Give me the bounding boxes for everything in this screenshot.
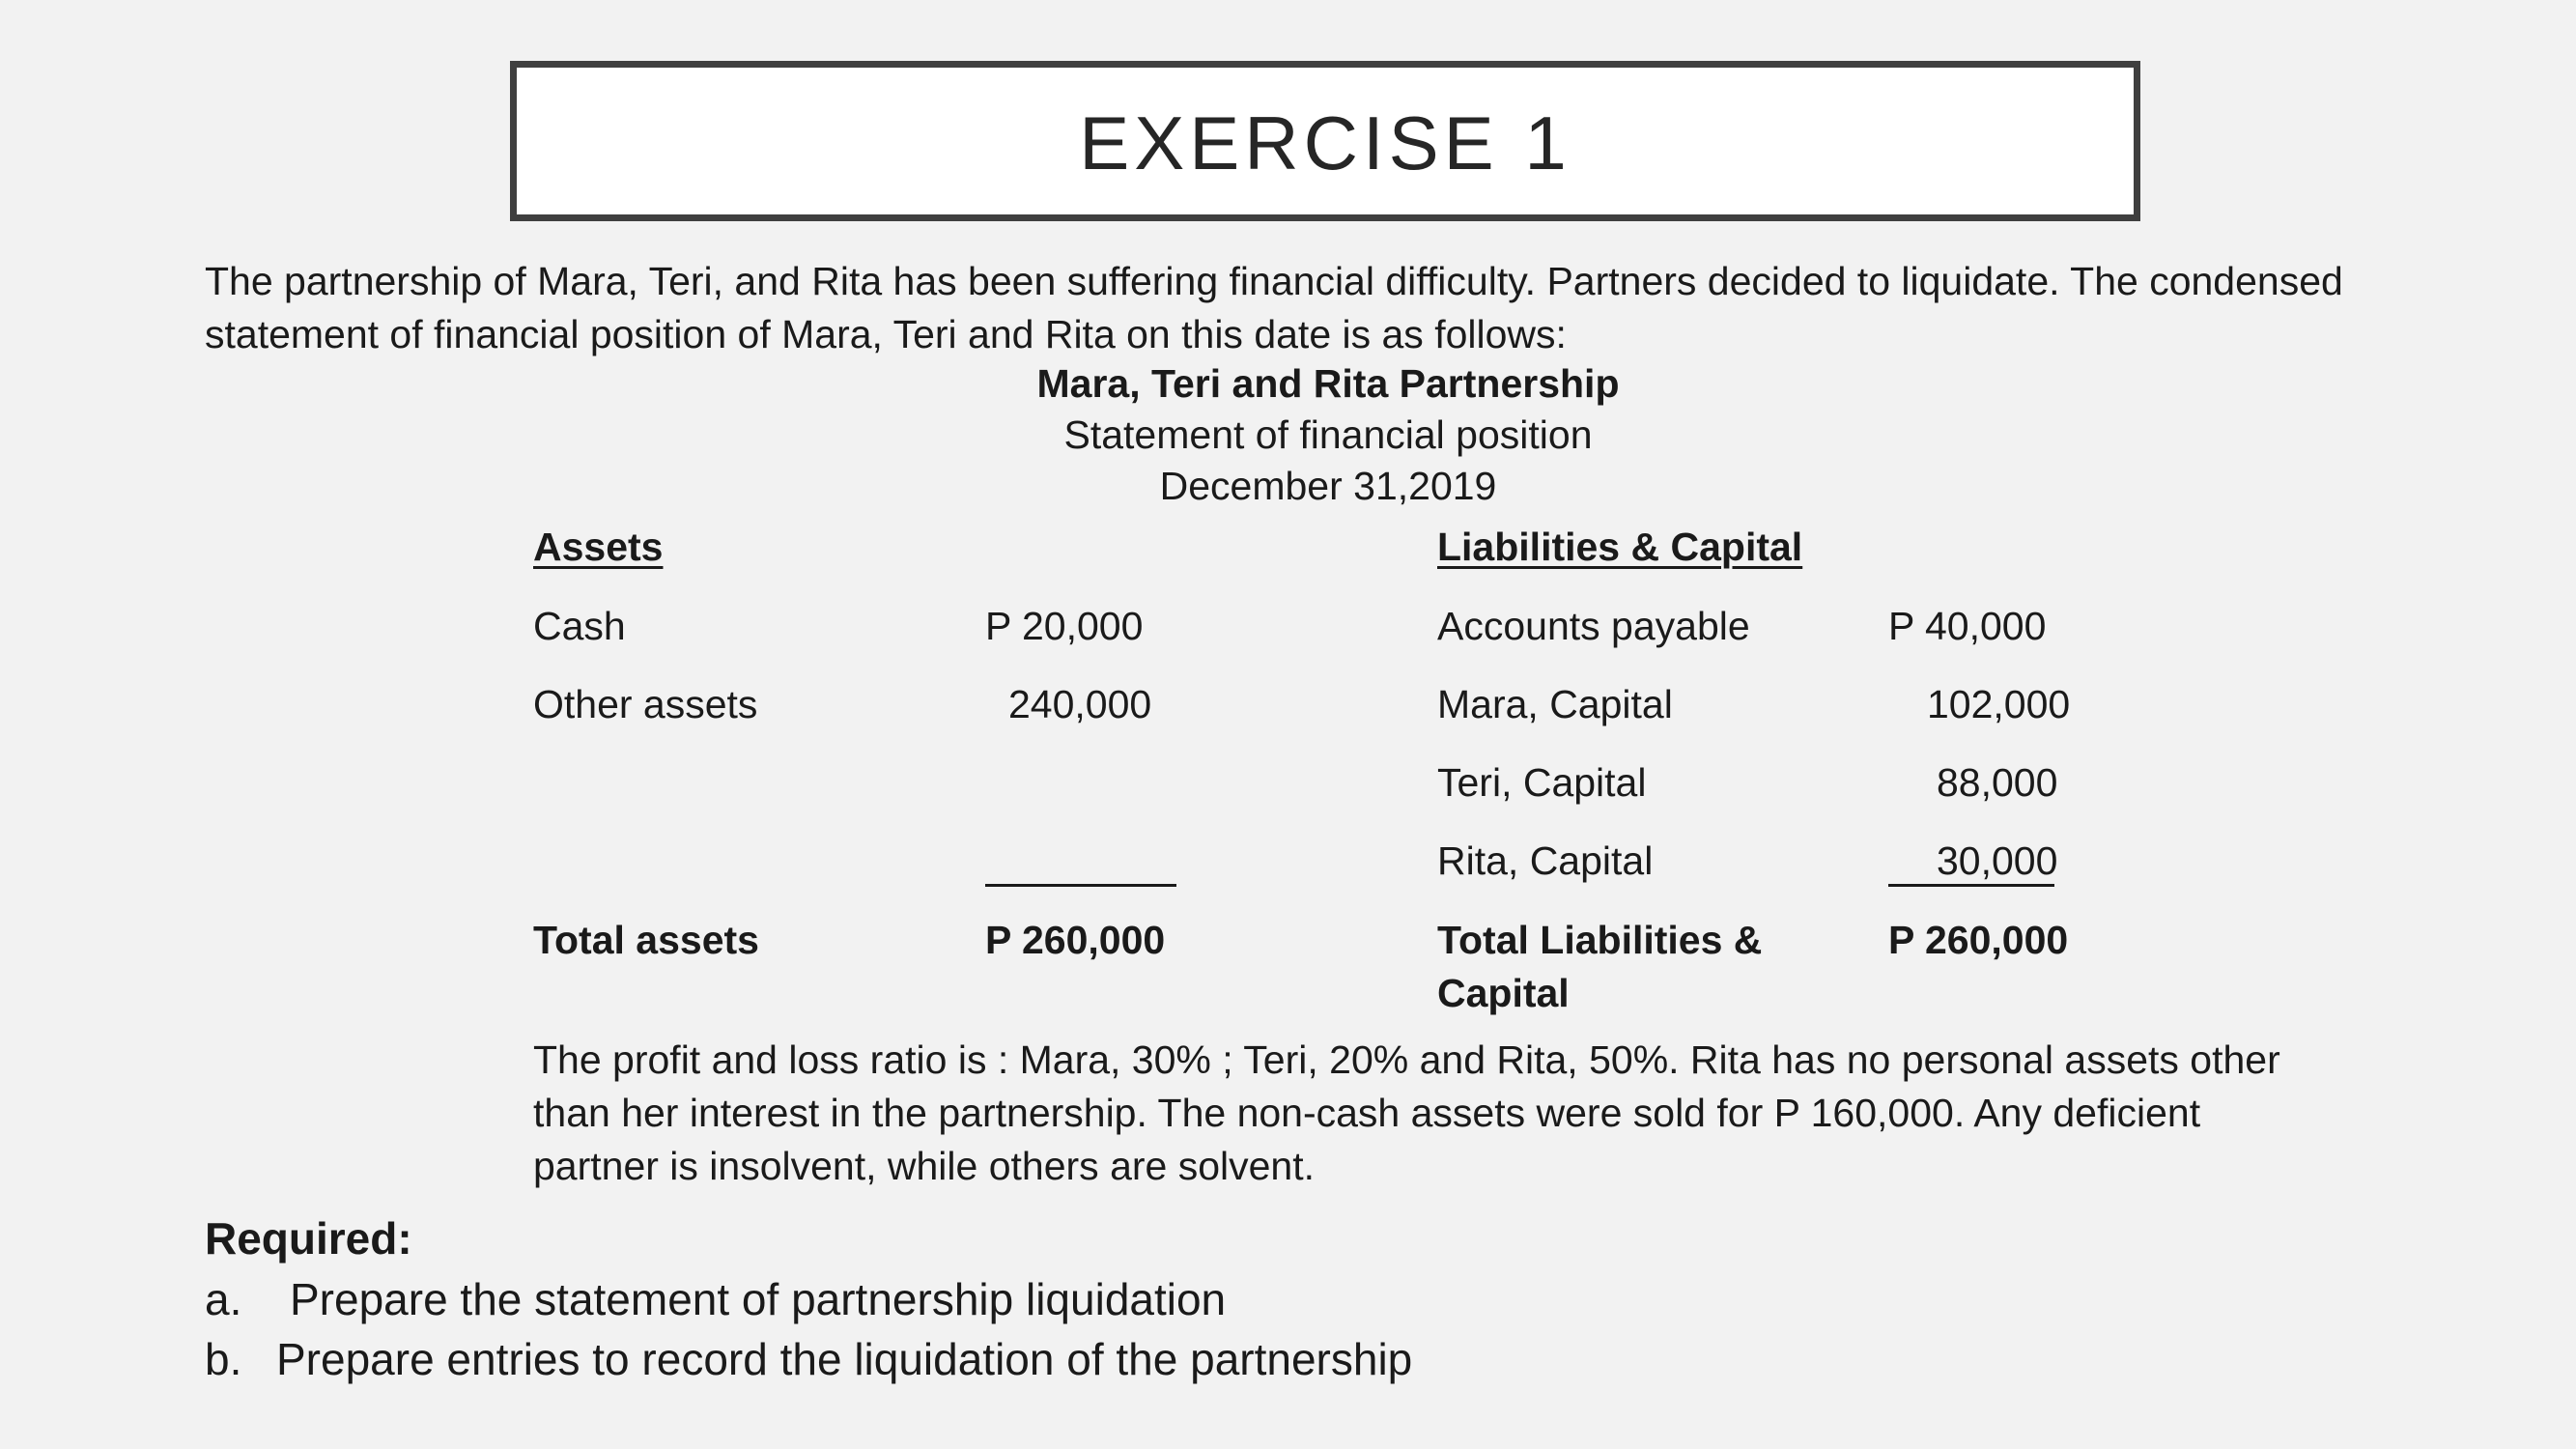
capital-label-rita: Rita, Capital [1437, 838, 1654, 883]
statement-date: December 31,2019 [1159, 464, 1497, 508]
capital-label-mara: Mara, Capital [1437, 682, 1673, 726]
total-liabilities-label-line2: Capital [1437, 971, 1570, 1015]
page-title: EXERCISE 1 [1079, 99, 1571, 185]
liabilities-capital-header: Liabilities & Capital [1437, 525, 1803, 569]
ratio-paragraph: The profit and loss ratio is : Mara, 30% ; Teri, 20% and Rita, 50%. Rita has no personal assets other than her interest in the partnership. The non-cash assets were sold for P 160,000. Any deficient partner is insolvent, while others are solvent. [533, 1037, 2280, 1188]
liabilities-total-rule [1888, 884, 2054, 887]
statement-name: Statement of financial position [1063, 412, 1593, 457]
capital-amount-rita: 30,000 [1937, 838, 2058, 883]
liability-amount-ap: P 40,000 [1888, 604, 2047, 648]
asset-amount-other: 240,000 [1008, 682, 1152, 726]
asset-label-other: Other assets [533, 682, 758, 726]
assets-total-rule [985, 884, 1176, 887]
required-marker-a: a. [205, 1274, 242, 1324]
asset-amount-cash: P 20,000 [985, 604, 1144, 648]
total-assets-amount: P 260,000 [985, 918, 1166, 962]
required-heading: Required: [205, 1213, 412, 1264]
capital-label-teri: Teri, Capital [1437, 760, 1647, 805]
required-item-b: Prepare entries to record the liquidation of the partnership [276, 1334, 1413, 1384]
total-assets-label: Total assets [533, 918, 759, 962]
liability-label-ap: Accounts payable [1437, 604, 1750, 648]
capital-amount-mara: 102,000 [1927, 682, 2071, 726]
intro-text: The partnership of Mara, Teri, and Rita has been suffering financial difficulty. Partners decided to liquidate. The condensed statement of financial position of Mara, Teri and Rita on this date is as follows: [205, 259, 2343, 356]
total-liabilities-amount: P 260,000 [1888, 918, 2069, 962]
total-liabilities-label-line1: Total Liabilities & [1437, 918, 1763, 962]
assets-header: Assets [533, 525, 664, 569]
required-marker-b: b. [205, 1334, 242, 1384]
title-box [510, 61, 2140, 221]
required-item-a: Prepare the statement of partnership liquidation [290, 1274, 1227, 1324]
asset-label-cash: Cash [533, 604, 626, 648]
capital-amount-teri: 88,000 [1937, 760, 2058, 805]
statement-entity: Mara, Teri and Rita Partnership [1036, 361, 1620, 406]
